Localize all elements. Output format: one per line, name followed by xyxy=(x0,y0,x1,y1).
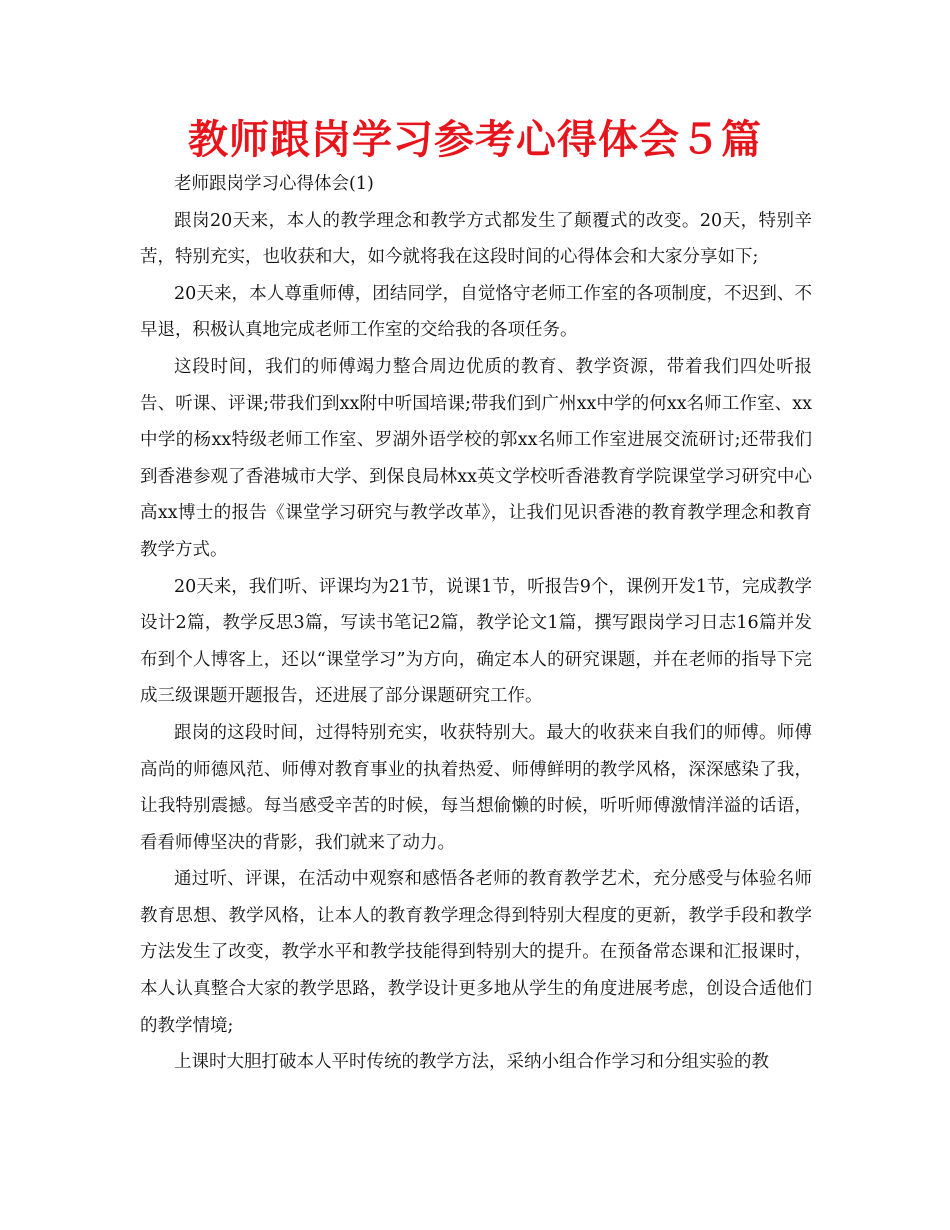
paragraph: 上课时大胆打破本人平时传统的教学方法，采纳小组合作学习和分组实验的教 xyxy=(174,1052,769,1073)
paragraph: 这段时间，我们的师傅竭力整合周边优质的教育、教学资源，带着我们四处听报告、听课、评课;带我们到xx附中听国培课;带我们到广州xx中学的何xx名师工作室、xx中学的杨xx特级老师工作室、罗湖外语学校的郭xx名师工作室进展交流研讨;还带我们到香港参观了香港城市大学、到保良局林xx英文学校听香港教育学院课堂学习研究中心高xx博士的报告《课堂学习研究与教学改革》，让我们见识香港的教育教学理念和教育教学方式。 xyxy=(140,356,812,560)
document-body xyxy=(140,166,812,1081)
paragraph: 20天来，本人尊重师傅，团结同学，自觉恪守老师工作室的各项制度，不迟到、不早退，积极认真地完成老师工作室的交给我的各项任务。 xyxy=(140,283,812,341)
paragraph: 通过听、评课，在活动中观察和感悟各老师的教育教学艺术，充分感受与体验名师教育思想、教学风格，让本人的教育教学理念得到特别大程度的更新，教学手段和教学方法发生了改变，教学水平和教学技能得到特别大的提升。在预备常态课和汇报课时，本人认真整合大家的教学思路，教学设计更多地从学生的角度进展考虑，创设合适他们的教学情境; xyxy=(140,869,812,1036)
document-title: 教师跟岗学习参考心得体会５篇 xyxy=(188,117,762,163)
paragraph: 跟岗20天来，本人的教学理念和教学方式都发生了颠覆式的改变。20天，特别辛苦，特别充实，也收获和大，如今就将我在这段时间的心得体会和大家分享如下; xyxy=(140,210,812,268)
section-subtitle: 老师跟岗学习心得体会(1) xyxy=(174,174,374,194)
paragraph: 跟岗的这段时间，过得特别充实，收获特别大。最大的收获来自我们的师傅。师傅高尚的师德风范、师傅对教育事业的执着热爱、师傅鲜明的教学风格，深深感染了我，让我特别震撼。每当感受辛苦的时候，每当想偷懒的时候，听听师傅激情洋溢的话语，看看师傅坚决的背影，我们就来了动力。 xyxy=(140,722,812,853)
paragraph: 20天来，我们听、评课均为21节，说课1节，听报告9个，课例开发1节，完成教学设计2篇，教学反思3篇，写读书笔记2篇，教学论文1篇，撰写跟岗学习日志16篇并发布到个人博客上，还以“课堂学习”为方向，确定本人的研究课题，并在老师的指导下完成三级课题开题报告，还进展了部分课题研究工作。 xyxy=(140,576,812,707)
